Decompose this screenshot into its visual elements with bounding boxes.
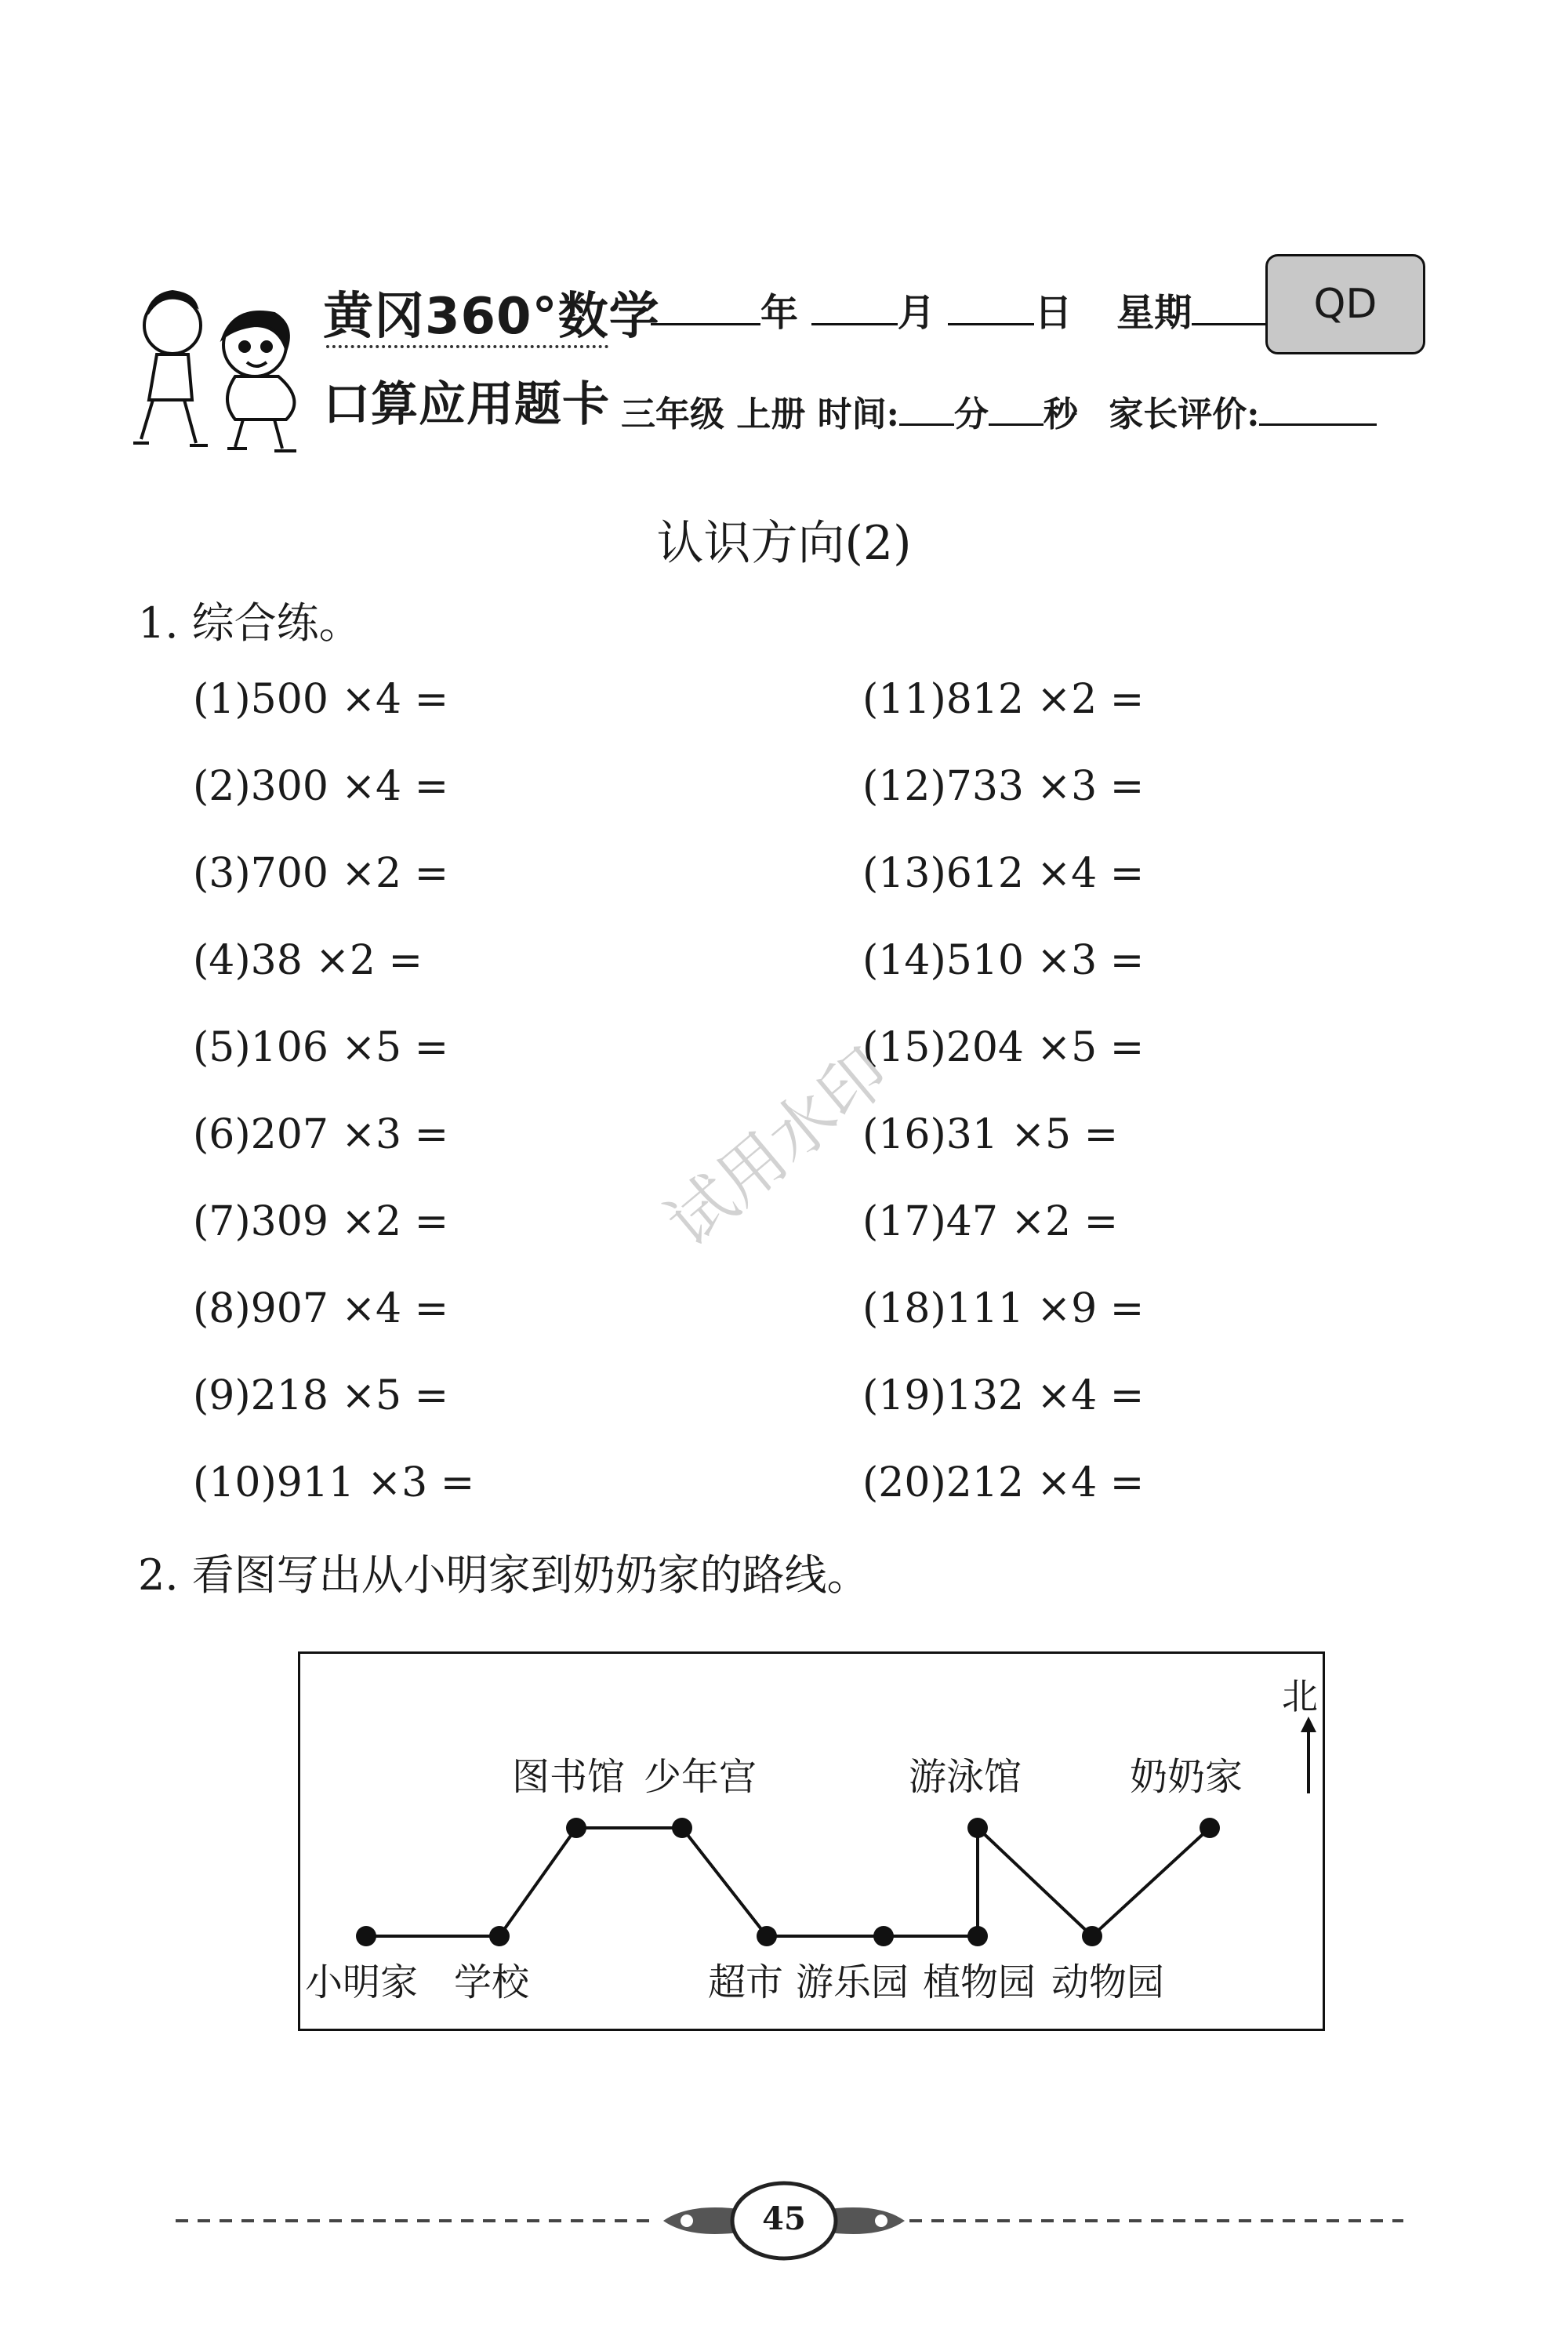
exercise-item: (13)612 ×4 =	[862, 850, 1145, 897]
exercise-item: (18)111 ×9 =	[862, 1285, 1145, 1332]
parent-evaluation-blank[interactable]	[1259, 423, 1377, 426]
exercise-item: (14)510 ×3 =	[862, 937, 1145, 984]
exercise-column-right	[862, 676, 1144, 1546]
brand-subtitle: 口算应用题卡	[323, 377, 610, 432]
exercise-item: (4)38 ×2 =	[193, 937, 423, 984]
time-label: 时间:	[817, 394, 899, 434]
label-zoo: 动物园	[1051, 1960, 1165, 2004]
page-title: 认识方向(2)	[656, 516, 912, 571]
brand-title: 黄冈360°数学	[323, 288, 660, 346]
edition-badge: QD	[1265, 254, 1425, 354]
exercise-item: (1)500 ×4 =	[193, 676, 449, 723]
point-grandma	[1200, 1818, 1220, 1838]
info-row	[621, 386, 1377, 436]
parent-evaluation-label: 家长评价:	[1109, 394, 1260, 434]
point-amusement-park	[873, 1926, 894, 1946]
weekday-label: 星期	[1116, 291, 1192, 335]
second-label: 秒	[1043, 394, 1078, 434]
question-2-heading: 2. 看图写出从小明家到奶奶家的路线。	[138, 1550, 869, 1600]
point-school	[489, 1926, 510, 1946]
point-supermarket	[757, 1926, 777, 1946]
point-swimming-pool	[967, 1818, 988, 1838]
exercise-item: (12)733 ×3 =	[862, 763, 1145, 810]
minute-label: 分	[953, 394, 989, 434]
point-youth-palace	[672, 1818, 692, 1838]
label-supermarket: 超市	[708, 1960, 784, 2004]
north-label: 北	[1282, 1675, 1318, 1717]
second-blank[interactable]	[989, 423, 1044, 426]
month-blank[interactable]	[811, 322, 898, 325]
exercise-item: (3)700 ×2 =	[193, 850, 449, 897]
exercise-item: (7)309 ×2 =	[193, 1198, 449, 1245]
day-blank[interactable]	[948, 322, 1034, 325]
exercise-item: (17)47 ×2 =	[862, 1198, 1119, 1245]
year-blank[interactable]	[651, 322, 760, 325]
exercise-item: (8)907 ×4 =	[193, 1285, 449, 1332]
exercise-item: (6)207 ×3 =	[193, 1111, 449, 1158]
date-row	[651, 282, 1278, 336]
kids-logo-icon	[118, 282, 329, 459]
grade-label: 三年级	[621, 394, 724, 434]
route-map	[298, 1651, 1325, 2031]
point-xiaoming	[356, 1926, 376, 1946]
exercise-item: (15)204 ×5 =	[862, 1024, 1145, 1071]
point-zoo	[1082, 1926, 1102, 1946]
term-label: 上册	[736, 394, 806, 434]
brand-divider	[326, 345, 608, 348]
label-library: 图书馆	[512, 1755, 626, 1799]
minute-blank[interactable]	[899, 423, 954, 426]
month-label: 月	[897, 291, 935, 335]
label-youth-palace: 少年宫	[644, 1755, 757, 1799]
watermark: 试用水印	[652, 1033, 903, 1262]
exercise-item: (19)132 ×4 =	[862, 1372, 1145, 1419]
page-number: 45	[762, 2200, 806, 2237]
label-school: 学校	[454, 1960, 530, 2004]
exercise-item: (16)31 ×5 =	[862, 1111, 1119, 1158]
exercise-item: (9)218 ×5 =	[193, 1372, 449, 1419]
day-label: 日	[1034, 291, 1073, 335]
label-grandma: 奶奶家	[1130, 1755, 1243, 1799]
exercise-item: (20)212 ×4 =	[862, 1459, 1145, 1506]
exercise-item: (10)911 ×3 =	[193, 1459, 475, 1506]
label-botanical-garden: 植物园	[923, 1960, 1036, 2004]
exercise-item: (11)812 ×2 =	[862, 676, 1145, 723]
label-swimming-pool: 游泳馆	[909, 1755, 1022, 1799]
label-xiaoming: 小明家	[305, 1960, 419, 2004]
question-1-heading: 1. 综合练。	[138, 598, 361, 648]
exercise-column-left	[193, 676, 474, 1546]
exercise-item: (2)300 ×4 =	[193, 763, 449, 810]
year-label: 年	[760, 291, 799, 335]
exercise-item: (5)106 ×5 =	[193, 1024, 449, 1071]
point-library	[566, 1818, 586, 1838]
point-botanical-garden	[967, 1926, 988, 1946]
label-amusement-park: 游乐园	[796, 1960, 909, 2004]
